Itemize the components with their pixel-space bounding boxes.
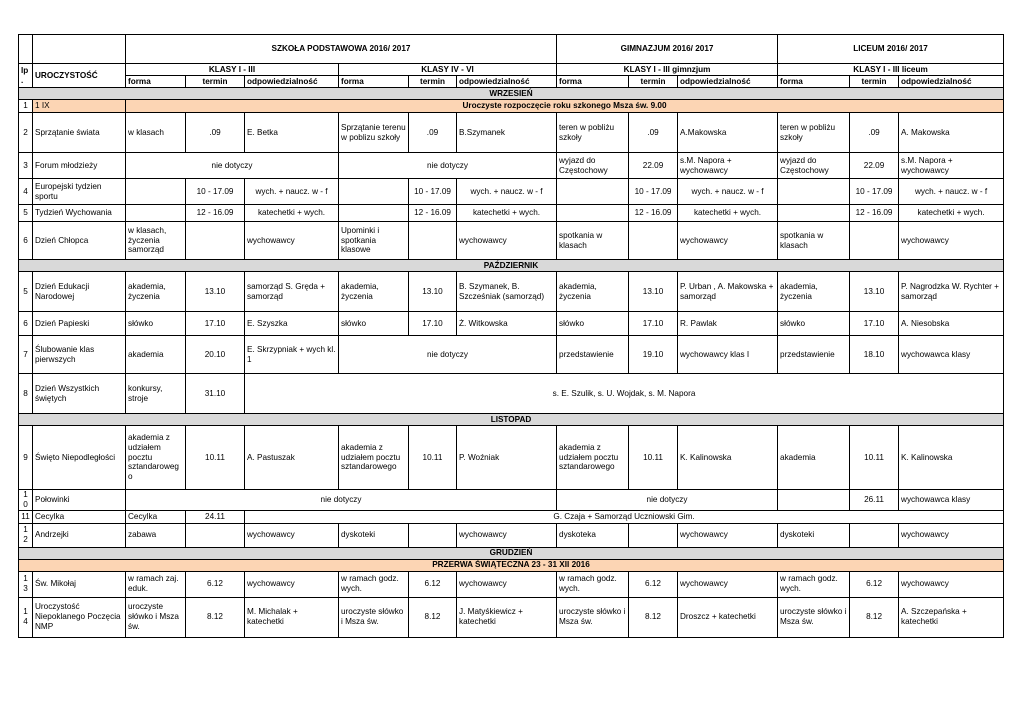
cell-termin: 8.12 [409,597,457,637]
cell-forma: akademia, życzenia [778,272,850,312]
cell-odpowiedzialnosc: A. Pastuszak [245,426,339,490]
cell-termin: 10 - 17.09 [186,179,245,205]
uroczystosc-header: UROCZYSTOŚĆ [33,64,126,88]
cell-forma: uroczyste słówko i Msza św. [778,597,850,637]
not-applicable-note: nie dotyczy [126,153,339,179]
row-number: 6 [19,222,33,260]
cell-odpowiedzialnosc: wychowawcy [245,523,339,547]
col-header-odpowiedzialnosc: odpowiedzialność [457,76,557,88]
cell-termin [409,523,457,547]
cell-odpowiedzialnosc: wychowawcy klas I [678,336,778,374]
row-number: 3 [19,153,33,179]
event-name: Forum młodzieży [33,153,126,179]
col-header-termin: termin [186,76,245,88]
cell-termin: 6.12 [850,571,899,597]
cell-forma: teren w pobliżu szkoły [778,113,850,153]
cell-forma [557,179,629,205]
event-name: Dzień Papieski [33,312,126,336]
school-header-gimnazjum: GIMNAZJUM 2016/ 2017 [557,35,778,64]
cell-forma: w klasach, życzenia samorząd [126,222,186,260]
col-header-forma: forma [339,76,409,88]
row-number: 6 [19,312,33,336]
cell-termin: 10.11 [850,426,899,490]
event-name: Ślubowanie klas pierwszych [33,336,126,374]
cell-forma: teren w pobliżu szkoły [557,113,629,153]
not-applicable-note: nie dotyczy [339,153,557,179]
cell-termin [850,523,899,547]
cell-odpowiedzialnosc: A. Niesobska [899,312,1004,336]
cell-termin [850,222,899,260]
cell-odpowiedzialnosc: wych. + naucz. w - f [457,179,557,205]
cell-forma: Sprzątanie terenu w poblizu szkoły [339,113,409,153]
cell-termin: 22.09 [850,153,899,179]
cell-odpowiedzialnosc: P. Nagrodzka W. Rychter + samorząd [899,272,1004,312]
cell-odpowiedzialnosc: katechetki + wych. [678,205,778,222]
cell-odpowiedzialnosc: wychowawca klasy [899,336,1004,374]
cell-odpowiedzialnosc: wychowawcy [678,222,778,260]
cell-odpowiedzialnosc: wychowawcy [245,222,339,260]
cell-forma: akademia z udziałem pocztu sztandaroweg o [126,426,186,490]
cell-odpowiedzialnosc: M. Michalak + katechetki [245,597,339,637]
cell-odpowiedzialnosc: A. Szczepańska + katechetki [899,597,1004,637]
row-number: 4 [19,179,33,205]
cell-termin: 17.10 [629,312,678,336]
cell-odpowiedzialnosc: E. Skrzypniak + wych kl. 1 [245,336,339,374]
event-name: Cecylka [33,510,126,523]
col-header-termin: termin [850,76,899,88]
cell-termin: .09 [850,113,899,153]
cell-termin: 20.10 [186,336,245,374]
schedule-table [18,34,1004,638]
cell-forma: uroczyste słówko i Msza św. [126,597,186,637]
header-empty-cell [33,35,126,64]
cell-odpowiedzialnosc: wychowawca klasy [899,490,1004,511]
cell-termin: 10 - 17.09 [409,179,457,205]
cell-forma [126,179,186,205]
school-header-podstawowa: SZKOŁA PODSTAWOWA 2016/ 2017 [126,35,557,64]
cell-forma [557,205,629,222]
cell-forma: uroczyste słówko i Msza św. [557,597,629,637]
event-name: Dzień Chłopca [33,222,126,260]
cell-termin: .09 [409,113,457,153]
cell-odpowiedzialnosc: katechetki + wych. [245,205,339,222]
cell-forma: akademia [126,336,186,374]
cell-forma: akademia, życzenia [557,272,629,312]
cell-forma [778,205,850,222]
event-name: Dzień Wszystkich świętych [33,374,126,414]
cell-odpowiedzialnosc: B.Szymanek [457,113,557,153]
cell-termin: 12 - 16.09 [629,205,678,222]
cell-forma: słówko [339,312,409,336]
month-header-wrzesien: WRZESIEŃ [19,88,1004,100]
cell-forma: akademia, życzenia [126,272,186,312]
cell-forma [778,490,850,511]
cell-termin: 13.10 [850,272,899,312]
cell-forma: wyjazd do Częstochowy [557,153,629,179]
row-number: 12 [19,523,33,547]
month-header-pazdziernik: PAŹDZIERNIK [19,260,1004,272]
cell-odpowiedzialnosc: E. Betka [245,113,339,153]
cell-forma [778,179,850,205]
cell-odpowiedzialnosc: wychowawcy [678,571,778,597]
cell-odpowiedzialnosc: K. Kalinowska [899,426,1004,490]
col-header-forma: forma [126,76,186,88]
cell-forma: w ramach zaj. eduk. [126,571,186,597]
cell-odpowiedzialnosc: B. Szymanek, B. Szcześniak (samorząd) [457,272,557,312]
event-name: Andrzejki [33,523,126,547]
event-name: Sprzątanie świata [33,113,126,153]
cell-odpowiedzialnosc: wychowawcy [899,222,1004,260]
not-applicable-note: nie dotyczy [126,490,557,511]
cell-forma: akademia [778,426,850,490]
cell-termin: 13.10 [409,272,457,312]
cell-termin: 10.11 [629,426,678,490]
event-name: Europejski tydzien sportu [33,179,126,205]
cell-odpowiedzialnosc: wychowawcy [245,571,339,597]
row-number: 8 [19,374,33,414]
cell-odpowiedzialnosc: Droszcz + katechetki [678,597,778,637]
cell-termin [629,523,678,547]
not-applicable-note: nie dotyczy [557,490,778,511]
holiday-break-banner: PRZERWA ŚWIĄTECZNA 23 - 31 XII 2016 [19,559,1004,571]
col-header-forma: forma [557,76,629,88]
cell-termin: 17.10 [186,312,245,336]
cell-forma: akademia z udziałem pocztu sztandarowego [339,426,409,490]
row-number: 7 [19,336,33,374]
cell-odpowiedzialnosc: katechetki + wych. [457,205,557,222]
cell-termin: 13.10 [629,272,678,312]
cell-termin: 10.11 [186,426,245,490]
cell-forma: dyskoteki [339,523,409,547]
header-empty-cell [19,35,33,64]
cell-termin: 17.10 [409,312,457,336]
cell-termin: 24.11 [186,510,245,523]
event-span-note: Uroczyste rozpoczęcie roku szkonego Msza św. 9.00 [126,100,1004,113]
cell-termin: 22.09 [629,153,678,179]
cell-odpowiedzialnosc: s.M. Napora + wychowawcy [899,153,1004,179]
cell-odpowiedzialnosc: R. Pawlak [678,312,778,336]
classes-header: KLASY I - III [126,64,339,76]
cell-termin: 10.11 [409,426,457,490]
cell-termin: 17.10 [850,312,899,336]
cell-odpowiedzialnosc: K. Kalinowska [678,426,778,490]
event-name: Uroczystość Niepoklanego Poczęcia NMP [33,597,126,637]
col-header-forma: forma [778,76,850,88]
cell-termin [186,222,245,260]
cell-forma: przedstawienie [778,336,850,374]
cell-termin: 12 - 16.09 [850,205,899,222]
school-header-liceum: LICEUM 2016/ 2017 [778,35,1004,64]
cell-odpowiedzialnosc: wychowawcy [457,222,557,260]
cell-termin: 6.12 [629,571,678,597]
cell-odpowiedzialnosc: wychowawcy [457,571,557,597]
row-number: 9 [19,426,33,490]
row-number: 10 [19,490,33,511]
cell-termin [186,523,245,547]
classes-header: KLASY I - III gimnzjum [557,64,778,76]
cell-forma: dyskoteki [778,523,850,547]
responsible-span-note: G. Czaja + Samorząd Uczniowski Gim. [245,510,1004,523]
cell-termin: 8.12 [850,597,899,637]
cell-termin: .09 [186,113,245,153]
cell-odpowiedzialnosc: E. Szyszka [245,312,339,336]
cell-termin: 8.12 [629,597,678,637]
classes-header: KLASY I - III liceum [778,64,1004,76]
cell-termin: 12 - 16.09 [186,205,245,222]
row-number: 5 [19,272,33,312]
cell-forma: konkursy, stroje [126,374,186,414]
month-header-listopad: LISTOPAD [19,414,1004,426]
month-header-grudzien: GRUDZIEŃ [19,547,1004,559]
cell-odpowiedzialnosc: J. Matyśkiewicz + katechetki [457,597,557,637]
col-header-termin: termin [629,76,678,88]
cell-forma: Cecylka [126,510,186,523]
cell-forma: słówko [557,312,629,336]
event-name: Dzień Edukacji Narodowej [33,272,126,312]
col-header-odpowiedzialnosc: odpowiedzialność [899,76,1004,88]
cell-forma: spotkania w klasach [557,222,629,260]
cell-termin: .09 [629,113,678,153]
row-number: 5 [19,205,33,222]
cell-odpowiedzialnosc: wych. + naucz. w - f [899,179,1004,205]
cell-termin: 10 - 17.09 [850,179,899,205]
cell-forma: akademia z udziałem pocztu sztandarowego [557,426,629,490]
cell-odpowiedzialnosc: A.Makowska [678,113,778,153]
cell-forma [339,179,409,205]
cell-odpowiedzialnosc: Ż. Witkowska [457,312,557,336]
cell-termin: 26.11 [850,490,899,511]
cell-termin: 13.10 [186,272,245,312]
row-number: 11 [19,510,33,523]
lp-header: lp. [19,64,33,88]
cell-termin: 19.10 [629,336,678,374]
cell-forma: w ramach godz. wych. [339,571,409,597]
event-name: Połowinki [33,490,126,511]
cell-forma: wyjazd do Częstochowy [778,153,850,179]
cell-odpowiedzialnosc: katechetki + wych. [899,205,1004,222]
cell-odpowiedzialnosc: P. Woźniak [457,426,557,490]
cell-termin: 6.12 [409,571,457,597]
classes-header: KLASY IV - VI [339,64,557,76]
event-name: 1 IX [33,100,126,113]
cell-termin: 8.12 [186,597,245,637]
event-name: Tydzień Wychowania [33,205,126,222]
col-header-odpowiedzialnosc: odpowiedzialność [245,76,339,88]
cell-odpowiedzialnosc: wych. + naucz. w - f [678,179,778,205]
cell-termin: 6.12 [186,571,245,597]
cell-termin: 18.10 [850,336,899,374]
cell-forma: przedstawienie [557,336,629,374]
col-header-odpowiedzialnosc: odpowiedzialność [678,76,778,88]
cell-forma: w ramach godz. wych. [778,571,850,597]
cell-forma: w ramach godz. wych. [557,571,629,597]
row-number: 14 [19,597,33,637]
cell-termin: 12 - 16.09 [409,205,457,222]
cell-odpowiedzialnosc: samorząd S. Gręda + samorząd [245,272,339,312]
cell-termin [409,222,457,260]
cell-odpowiedzialnosc: wychowawcy [678,523,778,547]
cell-termin [629,222,678,260]
cell-odpowiedzialnosc: wychowawcy [899,571,1004,597]
cell-termin: 31.10 [186,374,245,414]
cell-forma: Upominki i spotkania klasowe [339,222,409,260]
cell-forma: słówko [778,312,850,336]
cell-odpowiedzialnosc: wychowawcy [899,523,1004,547]
cell-forma: spotkania w klasach [778,222,850,260]
cell-odpowiedzialnosc: s.M. Napora + wychowawcy [678,153,778,179]
cell-odpowiedzialnosc: P. Urban , A. Makowska + samorząd [678,272,778,312]
row-number: 2 [19,113,33,153]
cell-odpowiedzialnosc: wychowawcy [457,523,557,547]
cell-forma: akademia, życzenia [339,272,409,312]
not-applicable-note: nie dotyczy [339,336,557,374]
cell-forma [126,205,186,222]
cell-forma: w klasach [126,113,186,153]
row-number: 1 [19,100,33,113]
cell-termin: 10 - 17.09 [629,179,678,205]
responsible-span-note: s. E. Szulik, s. U. Wojdak, s. M. Napora [245,374,1004,414]
col-header-termin: termin [409,76,457,88]
event-name: Święto Niepodległości [33,426,126,490]
cell-odpowiedzialnosc: A. Makowska [899,113,1004,153]
cell-forma: dyskoteka [557,523,629,547]
cell-odpowiedzialnosc: wych. + naucz. w - f [245,179,339,205]
cell-forma: zabawa [126,523,186,547]
cell-forma [339,205,409,222]
row-number: 13 [19,571,33,597]
cell-forma: uroczyste słówko i Msza św. [339,597,409,637]
cell-forma: słówko [126,312,186,336]
event-name: Św. Mikołaj [33,571,126,597]
